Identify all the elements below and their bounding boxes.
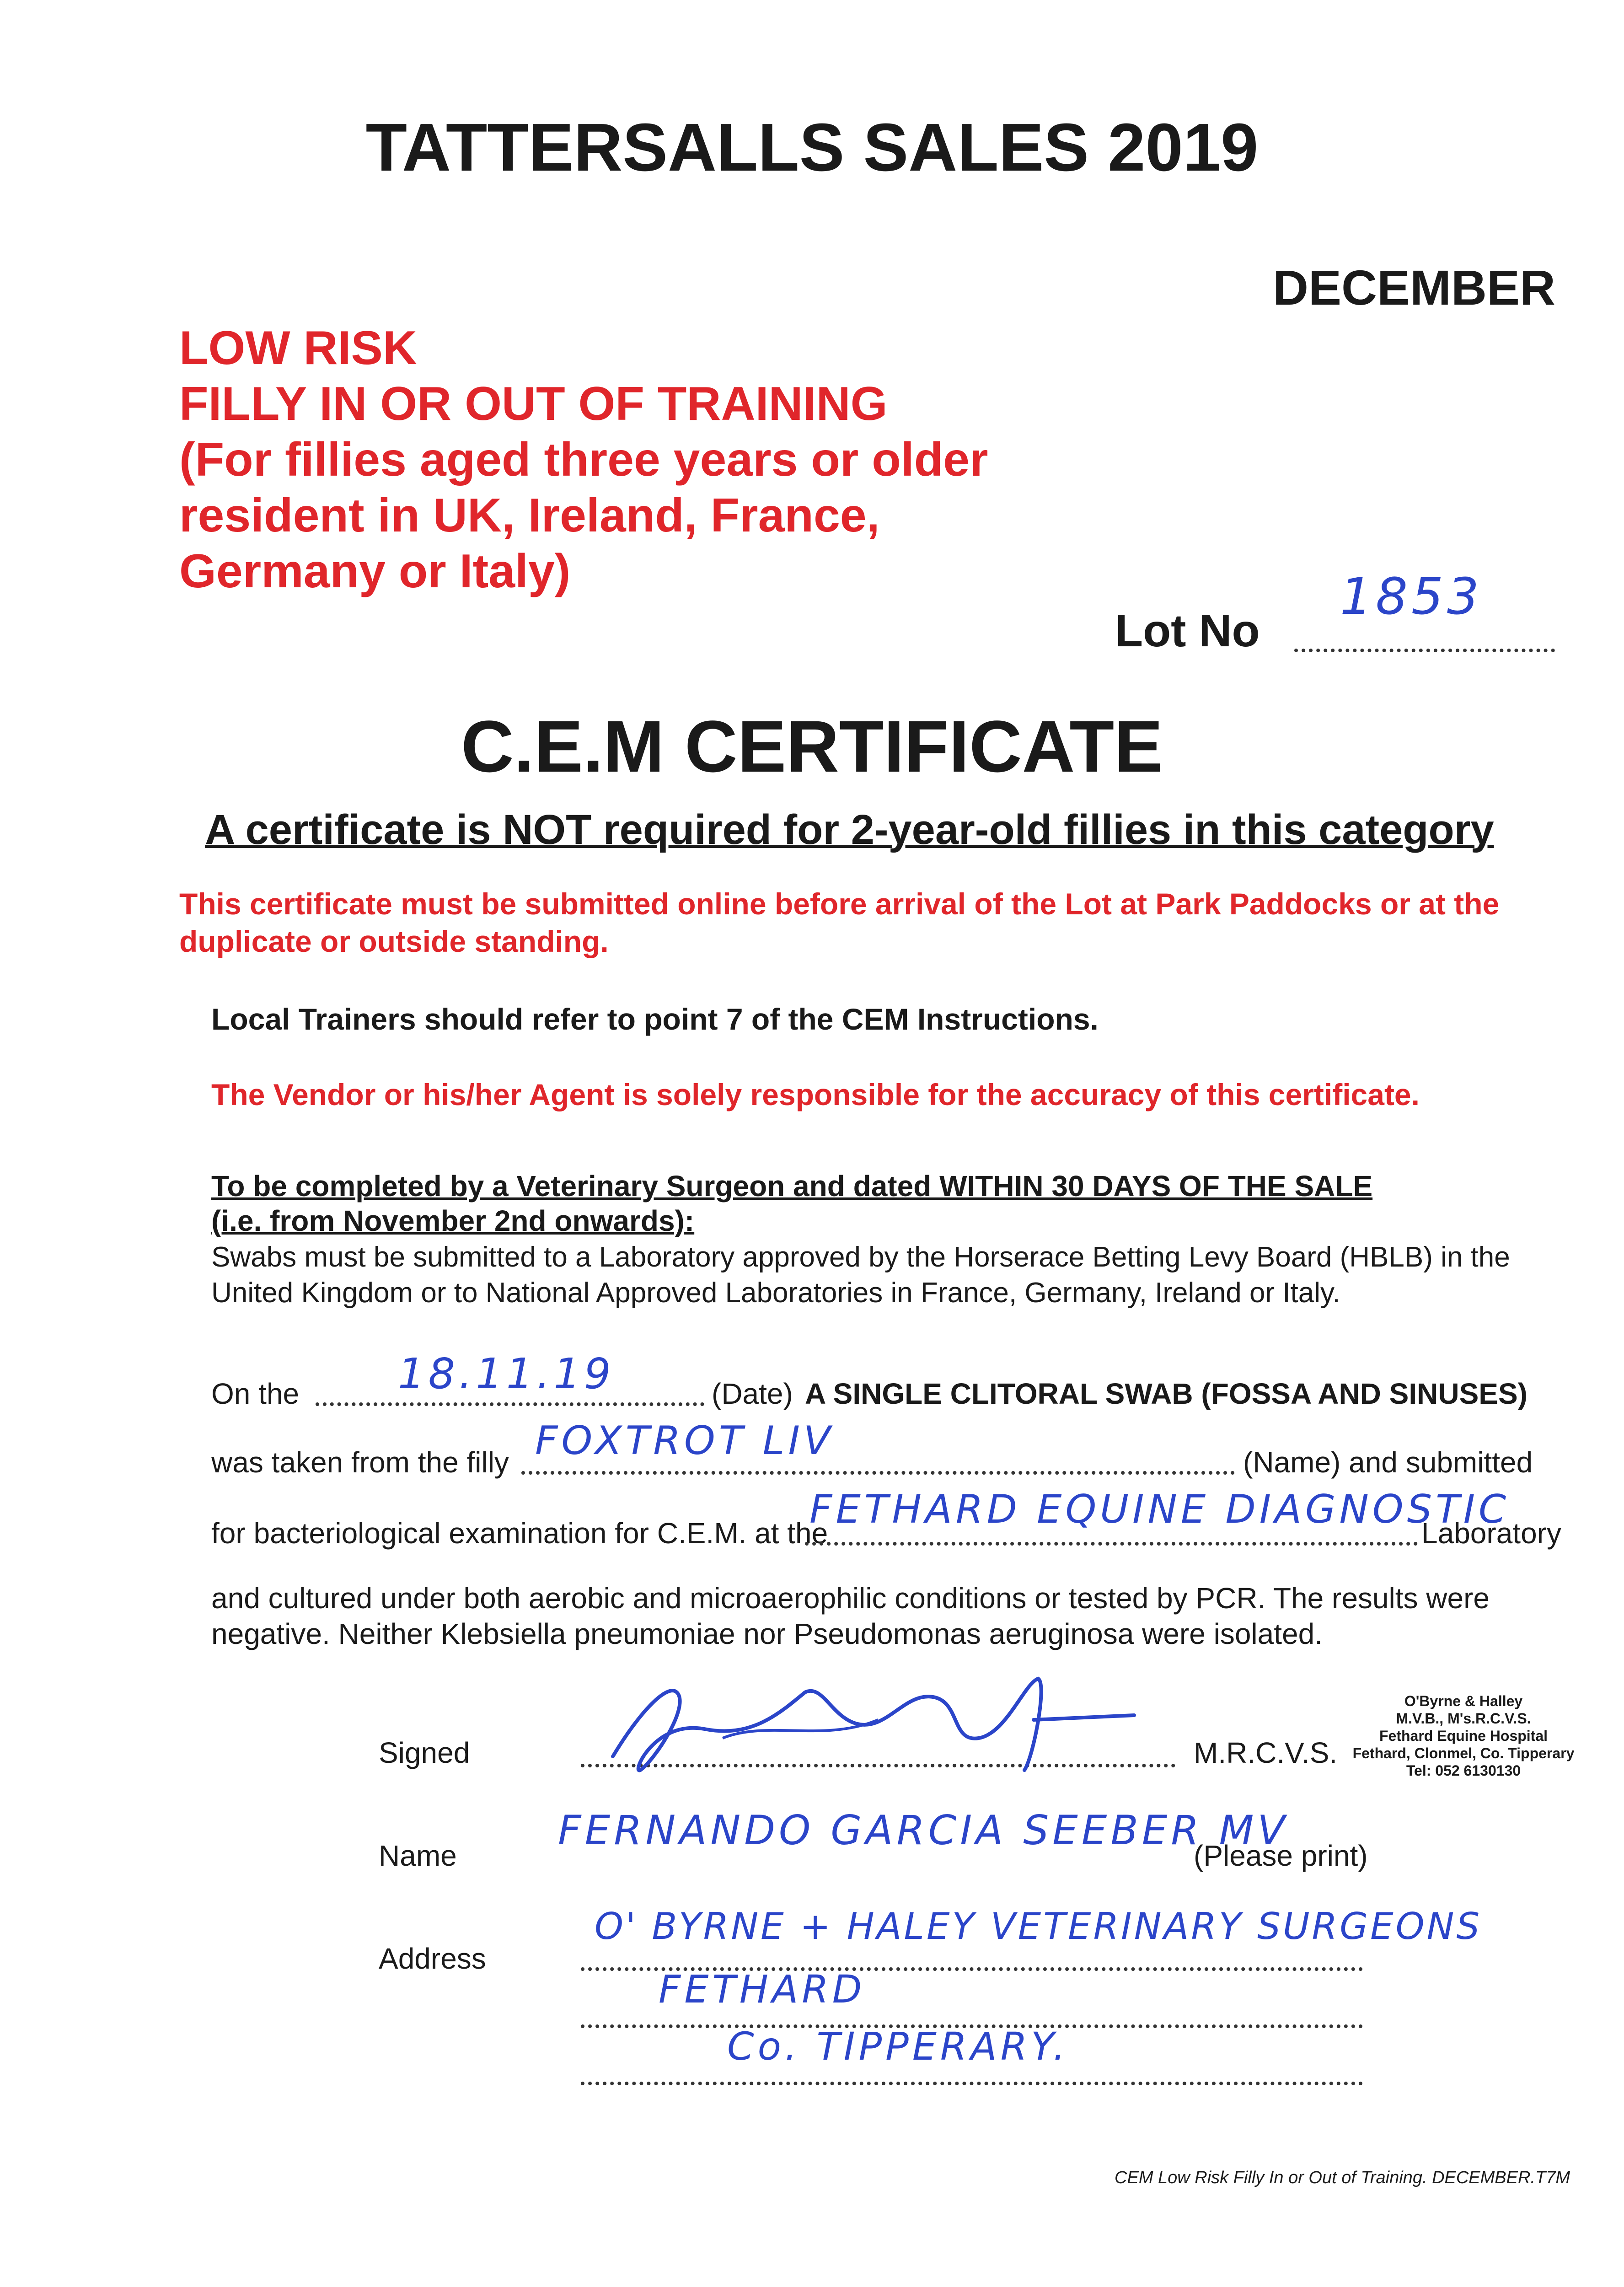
stamp-line-4: Fethard, Clonmel, Co. Tipperary (1352, 1745, 1575, 1761)
filly-name-value: FOXTROT LIV (535, 1418, 834, 1464)
document-title: TATTERSALLS SALES 2019 (365, 110, 1259, 185)
stamp-line-5: Tel: 052 6130130 (1406, 1762, 1521, 1779)
completion-heading-line-1: To be completed by a Veterinary Surgeon and dated WITHIN 30 DAYS OF THE SALE (211, 1170, 1373, 1203)
mrcvs-label: M.R.C.V.S. (1194, 1736, 1338, 1769)
date-value: 18.11.19 (398, 1349, 615, 1398)
laboratory-value: FETHARD EQUINE DIAGNOSTIC (809, 1487, 1510, 1532)
address-label: Address (379, 1942, 486, 1975)
swab-description: A SINGLE CLITORAL SWAB (FOSSA AND SINUSES) (805, 1377, 1528, 1410)
sale-month: DECEMBER (1272, 260, 1555, 315)
bacteriological-label: for bacteriological examination for C.E.M. at the (211, 1517, 828, 1550)
category-line-3: (For fillies aged three years or older (179, 433, 988, 486)
address-value-line-3: Co. TIPPERARY. (727, 2024, 1069, 2069)
stamp-line-3: Fethard Equine Hospital (1379, 1728, 1548, 1744)
date-suffix: (Date) (712, 1377, 793, 1410)
address-value-line-2: FETHARD (659, 1967, 866, 2012)
not-required-notice: A certificate is NOT required for 2-year-old fillies in this category (205, 806, 1494, 853)
laboratory-instructions: Swabs must be submitted to a Laboratory approved by the Horserace Betting Levy Board (HBLB) in the United Kingdom or to National Approved Laboratories in France, Germany, Ireland or Italy. (211, 1241, 1510, 1309)
completion-heading-line-2: (i.e. from November 2nd onwards): (211, 1204, 695, 1237)
veterinary-completion-heading (211, 1169, 1372, 1238)
category-line-1: LOW RISK (179, 322, 417, 375)
category-line-5: Germany or Italy) (179, 545, 571, 598)
please-print-label: (Please print) (1194, 1839, 1368, 1872)
name-label: Name (379, 1839, 457, 1872)
on-the-label: On the (211, 1377, 300, 1410)
signature-scrawl (585, 1665, 1180, 1784)
taken-from-label: was taken from the filly (211, 1446, 509, 1479)
form-reference-code: CEM Low Risk Filly In or Out of Training. DECEMBER.T7M (1115, 2168, 1570, 2187)
lot-number-value: 1853 (1340, 567, 1483, 626)
local-trainers-notice: Local Trainers should refer to point 7 of the CEM Instructions. (211, 1002, 1099, 1036)
lot-number-label: Lot No (1115, 605, 1260, 656)
category-line-4: resident in UK, Ireland, France, (179, 489, 880, 542)
stamp-line-1: O'Byrne & Halley (1404, 1693, 1523, 1709)
category-block (179, 320, 988, 599)
address-value-line-1: O' BYRNE + HALEY VETERINARY SURGEONS (595, 1905, 1482, 1948)
signed-label: Signed (379, 1736, 470, 1769)
stamp-line-2: M.V.B., M's.R.C.V.S. (1396, 1710, 1531, 1727)
laboratory-suffix: Laboratory (1421, 1517, 1561, 1550)
category-line-2: FILLY IN OR OUT OF TRAINING (179, 377, 888, 430)
certificate-heading: C.E.M CERTIFICATE (461, 705, 1163, 787)
vet-name-value: FERNANDO GARCIA SEEBER MV (558, 1807, 1289, 1854)
veterinary-stamp (1335, 1692, 1592, 1779)
culture-results: and cultured under both aerobic and microaerophilic conditions or tested by PCR. The results were negative. Neither Klebsiella pneumoniae nor Pseudomonas aeruginosa were isolated. (211, 1582, 1490, 1650)
vendor-responsibility-notice: The Vendor or his/her Agent is solely responsible for the accuracy of this certificate. (211, 1078, 1420, 1111)
submit-online-notice: This certificate must be submitted online before arrival of the Lot at Park Paddocks or at the duplicate or outside standing. (179, 887, 1500, 958)
name-suffix: (Name) and submitted (1243, 1446, 1533, 1479)
